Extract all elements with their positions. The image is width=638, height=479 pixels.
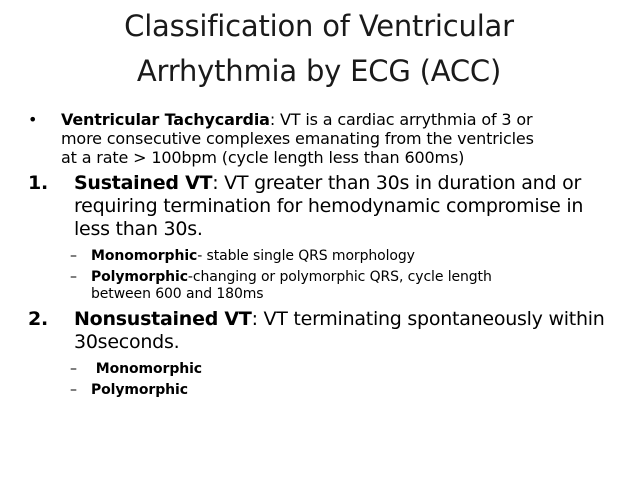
sub4-term: Polymorphic (91, 382, 188, 398)
sub-item-monomorphic-2 (28, 361, 628, 378)
numbered-item-sustained-vt (28, 172, 628, 241)
sub2-line-2: between 600 and 180ms (91, 286, 264, 302)
sub1-line-1 (91, 248, 628, 265)
sub-item-monomorphic (28, 248, 628, 265)
slide-title (60, 4, 578, 94)
number-marker-1: 1. (28, 172, 48, 194)
dash-marker: – (70, 361, 77, 377)
item1-line-2: requiring termination for hemodynamic compromise in (74, 195, 584, 217)
sub2-term: Polymorphic (91, 269, 188, 285)
sub-item-polymorphic (28, 269, 628, 303)
bullet-ventricular-tachycardia (28, 110, 628, 167)
bullet-line-2: more consecutive complexes emanating from the ventricles (61, 129, 534, 148)
number-marker-2: 2. (28, 308, 48, 330)
sub2-text: -changing or polymorphic QRS, cycle length (187, 269, 492, 285)
item1-term: Sustained VT (74, 172, 213, 194)
item1-line-1-text: : VT greater than 30s in duration and or (212, 172, 582, 194)
title-line-1: Classification of Ventricular (124, 9, 514, 43)
sub4-line-1 (91, 382, 628, 399)
item2-line-1 (74, 308, 628, 331)
sub3-line-1 (91, 361, 628, 378)
dash-marker: – (70, 248, 77, 264)
item2-line-1-text: : VT terminating spontaneously within (251, 308, 605, 330)
bullet-term: Ventricular Tachycardia (61, 110, 270, 129)
sub1-text: - stable single QRS morphology (197, 248, 415, 264)
sub2-line-1 (91, 269, 628, 286)
dash-marker: – (70, 269, 77, 285)
title-line-2: Arrhythmia by ECG (ACC) (136, 54, 502, 88)
item2-term: Nonsustained VT (74, 308, 252, 330)
item1-line-3: less than 30s. (74, 218, 203, 240)
sub3-term: Monomorphic (91, 361, 203, 377)
item1-line-1 (74, 172, 628, 195)
bullet-line-3: at a rate > 100bpm (cycle length less than 600ms) (61, 148, 465, 167)
bullet-line-1-text: : VT is a cardiac arrythmia of 3 or (269, 110, 533, 129)
bullet-line-1 (61, 110, 628, 129)
slide-body (28, 110, 628, 399)
item2-line-2: 30seconds. (74, 331, 180, 353)
bullet-marker: • (28, 110, 38, 129)
dash-marker: – (70, 382, 77, 398)
numbered-item-nonsustained-vt (28, 308, 628, 354)
sub-item-polymorphic-2 (28, 382, 628, 399)
sub1-term: Monomorphic (91, 248, 198, 264)
